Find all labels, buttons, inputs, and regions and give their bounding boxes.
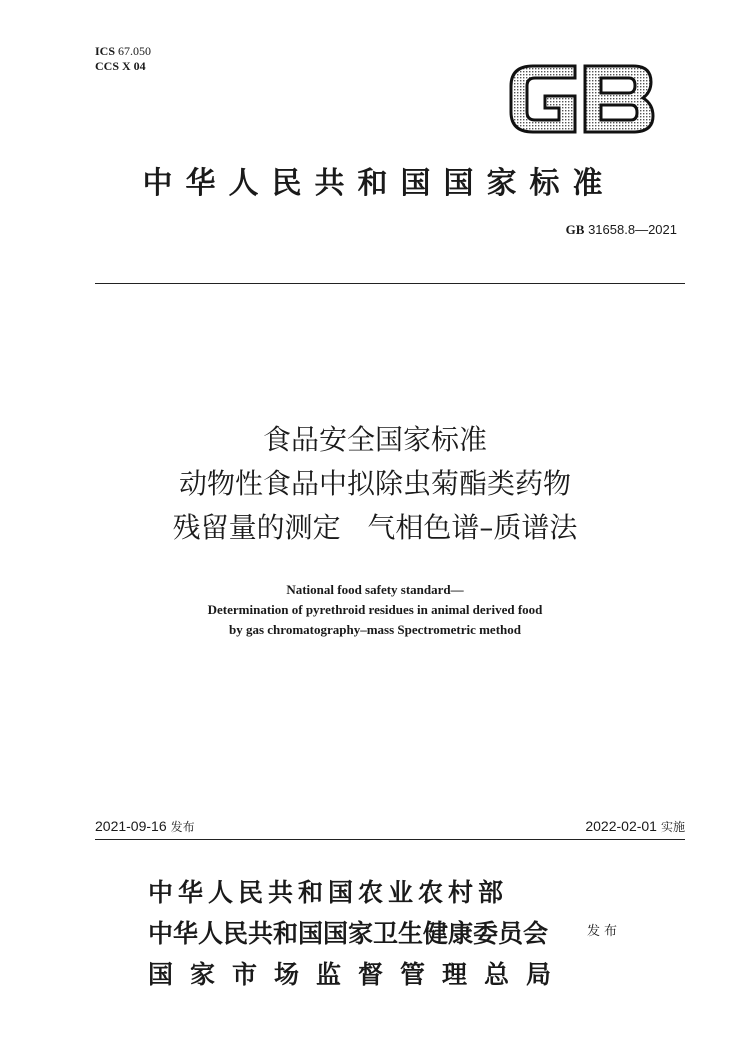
issue-date-block (95, 818, 195, 835)
title-en-line: National food safety standard— (286, 582, 464, 597)
classification-codes (95, 44, 151, 74)
issuing-authorities (148, 872, 568, 995)
footer-divider (95, 839, 685, 840)
title-cn-line: 动物性食品中拟除虫菊酯类药物 (178, 467, 571, 500)
issuer-ministry-agriculture: 中华人民共和国农业农村部 (148, 878, 509, 907)
ics-value: 67.050 (118, 44, 152, 58)
implement-date-block (585, 818, 685, 835)
title-chinese (0, 418, 750, 550)
gb-logo-letter-b (585, 66, 653, 132)
title-en-line: by gas chromatography–mass Spectrometric method (229, 622, 521, 637)
ics-code (95, 44, 151, 59)
title-en-line: Determination of pyrethroid residues in animal derived food (207, 602, 543, 617)
issue-date-suffix: 发布 (170, 820, 195, 834)
title-cn-line: 残留量的测定 气相色谱–质谱法 (172, 511, 578, 544)
ccs-label: CCS (95, 59, 120, 73)
title-cn-line: 食品安全国家标准 (262, 423, 487, 456)
ccs-value: X 04 (122, 59, 146, 73)
title-english (0, 580, 750, 640)
issuers-issue-word: 发布 (587, 924, 622, 939)
ccs-code (95, 59, 151, 74)
implement-date: 2022‐02‐01 (585, 818, 657, 834)
issuer-health-commission: 中华人民共和国国家卫生健康委员会 (148, 919, 549, 948)
issuer-market-regulation: 国家市场监督管理总局 (148, 960, 569, 989)
issue-date: 2021‐09‐16 (95, 818, 167, 834)
gb-logo-letter-g (511, 66, 575, 132)
gb-logo (505, 62, 655, 136)
standard-number-prefix: GB (565, 222, 585, 237)
header-divider (95, 283, 685, 284)
ics-label: ICS (95, 44, 116, 58)
standard-number-value: 31658.8—2021 (588, 222, 677, 237)
standard-type-title: 中华人民共和国国家标准 (142, 166, 616, 201)
implement-date-suffix: 实施 (660, 820, 685, 834)
standard-number (566, 222, 677, 238)
